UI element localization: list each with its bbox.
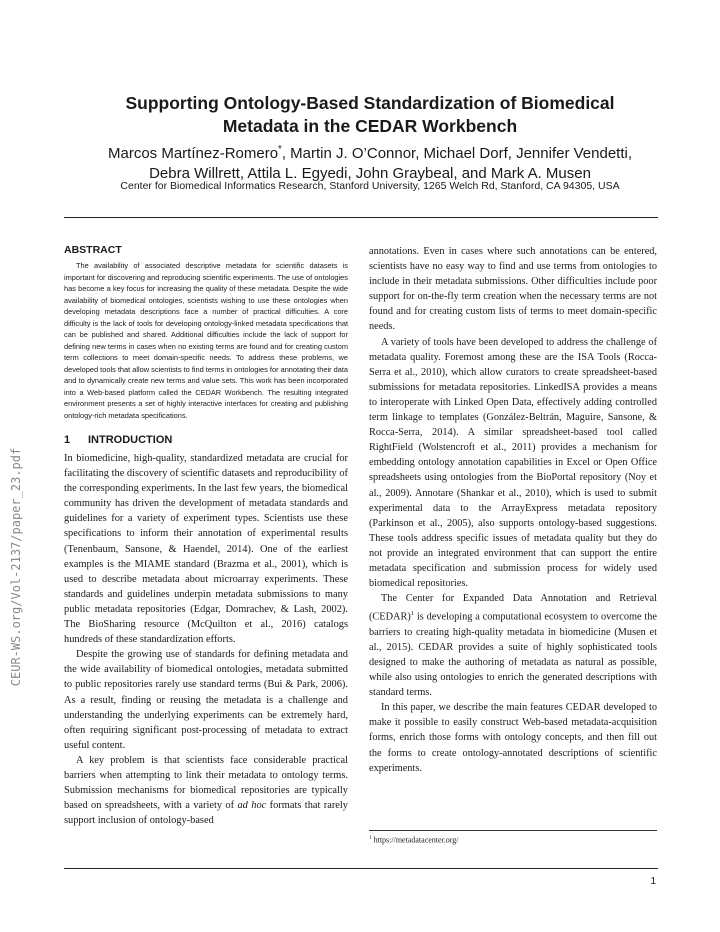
author-mark: * xyxy=(278,144,282,155)
right-column xyxy=(369,244,657,776)
author-list xyxy=(80,140,660,184)
intro-p3-end: formats that rarely support inclusion of ontology-based xyxy=(64,800,348,827)
section-heading xyxy=(64,434,348,446)
right-paragraph-3 xyxy=(369,591,657,700)
footnote-link[interactable]: https://metadatacenter.org/ xyxy=(371,835,459,845)
intro-p3-start: A key problem is that scientists face considerable practical barriers when attempting to link their metadata to ontology terms. Submission mechanisms for biomedical repositories are typically based on spreadsheets, with a variety of xyxy=(64,754,348,812)
intro-paragraph-2: Despite the growing use of standards for defining metadata and the wide availability of biomedical ontologies, metadata submitted to public repositories rarely use standard terms (Bui & Park, 2006). As a result, finding or reusing the metadata is a challenge and understanding the underlying experiments can be extremely hard, often requiring significant post-processing of metadata to extract useful content. xyxy=(64,649,348,751)
authors-line-1-rest: , Martin J. O’Connor, Michael Dorf, Jennifer Vendetti, xyxy=(281,145,632,162)
section-number: 1 xyxy=(64,434,71,446)
section-title: INTRODUCTION xyxy=(88,434,173,446)
right-paragraph-4: In this paper, we describe the main features CEDAR developed to make it possible to easily construct Web-based metadata-acquisition forms, enrich those forms with ontology concepts, and then fill out the forms to create ontology-annotated descriptions of scientific experiments. xyxy=(369,702,657,774)
intro-paragraph-1: In biomedicine, high-quality, standardized metadata are crucial for facilitating the discovery of scientific datasets and reproducibility of the corresponding experiments. In the last few years, the biomedical community has driven the development of metadata standards and guidelines for a variety of experiment types. Scientists use these specifications to inform their annotation of experimental results (Tenenbaum, Sansone, & Haendel, 2014). One of the earliest examples is the MIAME standard (Brazma et al., 2001), which is used to describe metadata about microarray experiments. These standards and guidelines underpin metadata submissions to many public metadata repositories (Edgar, Domrachev, & Lash, 2002). The BioSharing resource (McQuilton et al., 2016) catalogs hundreds of these standardization efforts. xyxy=(64,453,348,646)
footnote-rule xyxy=(369,830,657,831)
intro-p3-italic: ad hoc xyxy=(237,800,267,812)
authors-line-2: Debra Willrett, Attila L. Egyedi, John Graybeal, and Mark A. Musen xyxy=(149,165,591,182)
right-paragraph-2: A variety of tools have been developed to address the challenge of metadata quality. Foremost among these are the ISA Tools (Rocca-Serra et al., 2010), which allow curators to create spreadsheet-based submissions for metadata repositories. LinkedISA provides a means to interoperate with Linked Open Data, effectively adding controlled term linkage to templates (González-Beltrán, Maguire, Sansone, & Rocca-Serra, 2014). A similar spreadsheet-based tool called RightField (Wolstencroft et al., 2011) provides a mechanism for embedding ontology annotation capabilities in Excel or Open Office spreadsheets using ontologies from the BioPortal repository (Noy et al., 2009). Annotare (Shankar et al., 2010), which is used to submit experimental data to the ArrayExpress metadata repository (Parkinson et al., 2005), also supports ontology-based suggestions. These tools address specific issues of metadata quality but they do not provide an integrated environment that can support the entire metadata specification and submission process for widely used biomedical repositories. xyxy=(369,336,657,590)
affiliation: Center for Biomedical Informatics Research, Stanford University, 1265 Welch Rd, Stanford, CA 94305, USA xyxy=(120,180,620,192)
footnote-ref: 1 xyxy=(410,610,415,618)
first-author: Marcos Martínez-Romero xyxy=(108,145,279,162)
side-identifier: CEUR-WS.org/Vol-2137/paper_23.pdf xyxy=(9,447,23,687)
page-number: 1 xyxy=(650,876,656,887)
paper-title: Supporting Ontology-Based Standardization of Biomedical Metadata in the CEDAR Workbench xyxy=(125,93,615,136)
right-p3-start: The Center for Expanded Data Annotation and Retrieval (CEDAR) xyxy=(369,593,657,623)
abstract-text: The availability of associated descriptive metadata for scientific datasets is important for discovering and reproducing scientific experiments. The use of ontologies has become a key focus for increasing the quality of these metadata. Despite the wide availability of biomedical ontologies, scientists wishing to use these ontologies when developing metadata descriptions face a number of practical difficulties. A core difficulty is the lack of tools for developing ontology-linked metadata specifications that can be published and shared. Additional difficulties include the lack of support for defining new terms in cases when no existing terms are found and for creating custom term collections to meet domain-specific needs. To address these problems, we developed tools that allow scientists to find terms in ontologies for annotating their data and to dynamically create new terms and value sets. This work has been incorporated into a Web-based platform called the CEDAR Workbench. The resulting integrated environment presents a set of highly interactive interfaces for creating and publishing ontology-rich metadata specifications. xyxy=(64,261,348,420)
authors-line-1 xyxy=(80,140,660,164)
right-p3-end: is developing a computational ecosystem to overcome the barriers to creating high-quality metadata in biomedicine (Musen et al., 2015). CEDAR provides a suite of highly sophisticated tools designed to make the authoring of metadata as natural as possible, while also using ontologies to enrich the generated descriptions with standard terms. xyxy=(369,611,657,699)
footer-rule xyxy=(64,868,658,869)
abstract-heading: ABSTRACT xyxy=(64,244,122,256)
left-column xyxy=(64,244,348,828)
footnote-mark: 1 xyxy=(369,835,372,841)
intro-paragraph-3 xyxy=(64,753,348,828)
footnote xyxy=(369,835,459,845)
right-paragraph-1: annotations. Even in cases where such annotations can be entered, scientists have no easy way to find and use terms from ontologies to include in their metadata submissions. Other difficulties include poor support for on-the-fly term creation when the necessary terms are not found and for creating custom lists of terms to meet domain-specific needs. xyxy=(369,246,657,333)
header-rule xyxy=(64,217,658,218)
